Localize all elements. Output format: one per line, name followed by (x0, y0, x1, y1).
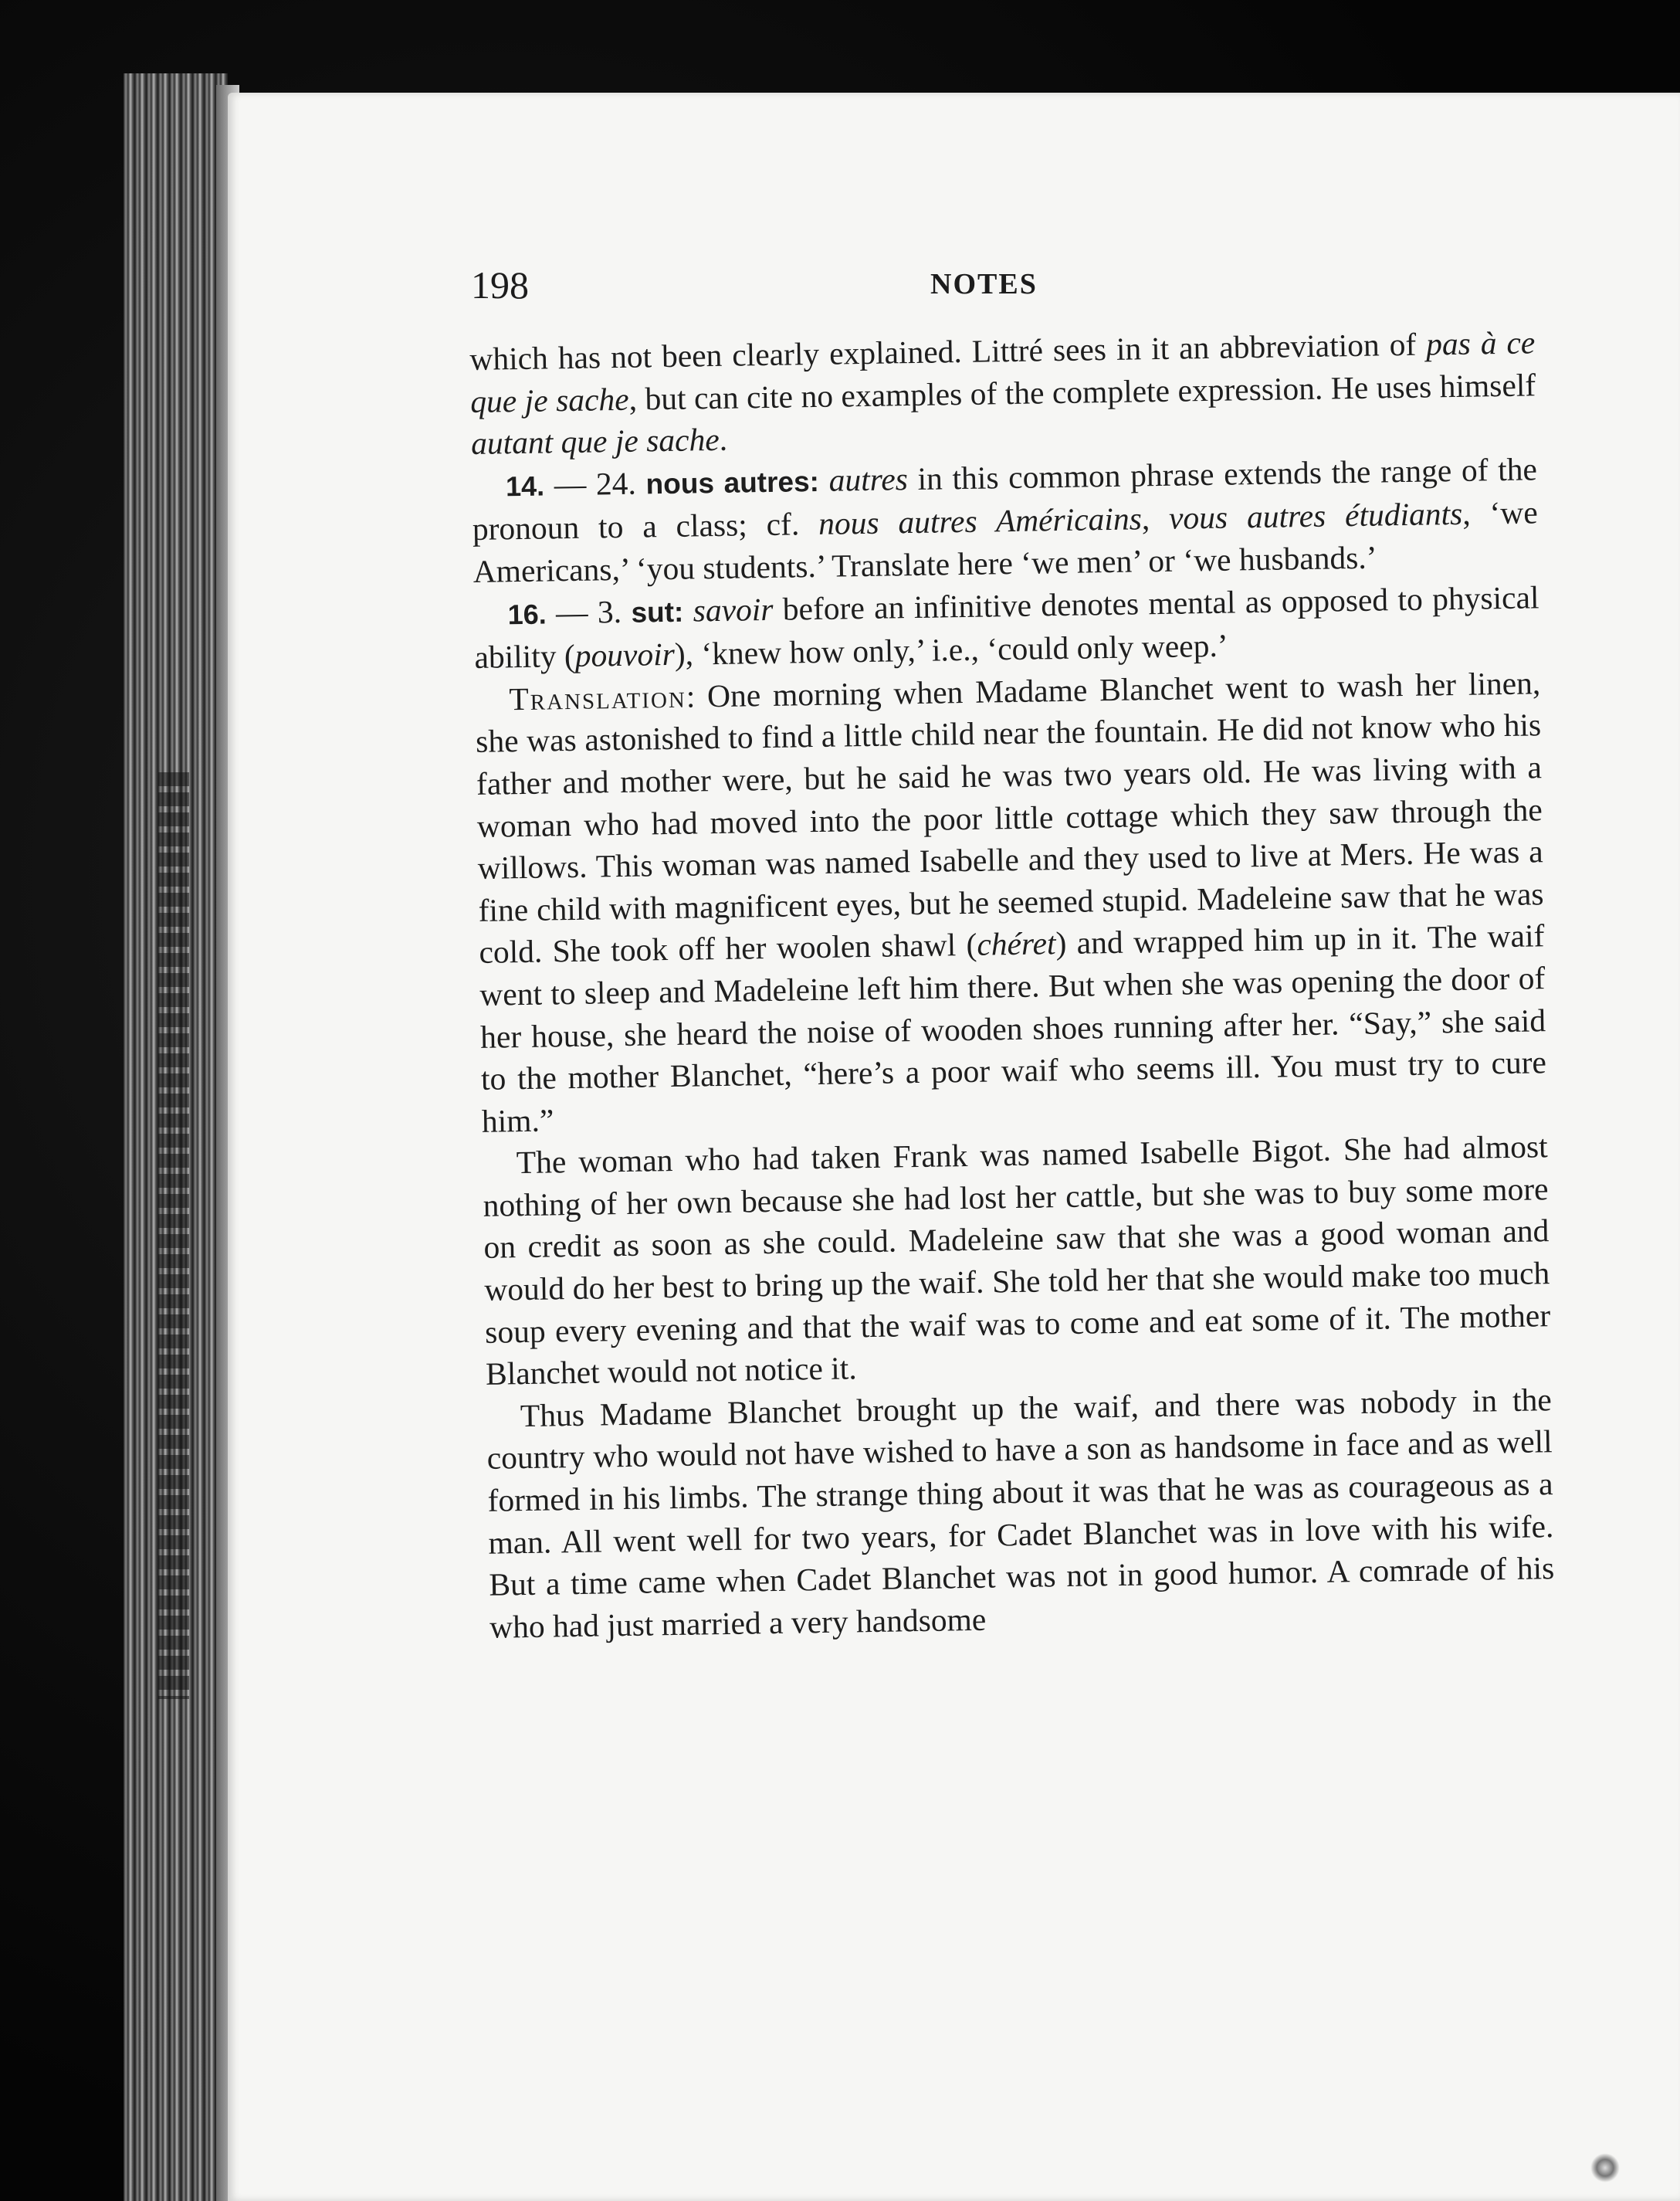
running-head: NOTES (930, 268, 1038, 300)
translation-label: Translation (508, 678, 687, 717)
note-term: nous autres: (645, 465, 820, 500)
line-reference: — 3. (546, 593, 632, 631)
text-run: ), ‘knew how only,’ i.e., ‘could only weep.’ (674, 627, 1228, 673)
italic-phrase: autres (828, 460, 909, 498)
text-run: , (1141, 500, 1170, 537)
page-header (471, 263, 1533, 309)
italic-phrase: pouvoir (574, 636, 676, 674)
note-term: sut: (631, 595, 684, 629)
note-14-24 (472, 448, 1539, 592)
italic-phrase: autant que je sache (470, 422, 720, 462)
paragraph-isabelle-bigot: The woman who had taken Frank was named Isabelle Bigot. She had almost nothing of her own because she had lost her cattle, but she was to buy some more on credit as soon as she could. Madeleine saw that she was a good woman and would do her best to bring up the waif. She told her that she would make too much soup every evening and that the waif was to come and eat some of it. The mother Blanchet would not notice it. (483, 1128, 1551, 1392)
scan-blemish (1590, 2153, 1620, 2182)
italic-phrase: nous autres Américains (818, 500, 1143, 542)
italic-phrase: vous autres étudiants (1168, 496, 1463, 537)
text-run: , but can cite no examples of the complete expression. He uses himself (628, 366, 1536, 417)
paragraph-continuation (469, 321, 1536, 464)
italic-phrase: pas à ce que je sache (469, 324, 1536, 419)
text-run: , ‘we Americans,’ ‘you students.’ Translate here ‘we men’ or ‘we husbands.’ (472, 494, 1539, 589)
page-number: 198 (471, 263, 529, 307)
text-run: before an infinitive denotes mental as opposed to physical ability ( (474, 578, 1539, 676)
spine-lettering (158, 772, 189, 1699)
text-run: ) and wrapped him up in it. The waif went to sleep and Madeleine left him there. But when she was opening the door of her house, she heard the noise of wooden shoes running after her. “Say,” she said to the mother Blanchet, “here’s a poor waif who seems ill. You must try to cure him.” (479, 917, 1547, 1139)
text-run: : One morning when Madame Blanchet went to wash her linen, she was astonished to find a little child near the fountain. He did not know who his father and mother were, but he said he was two years old. He was living with a woman who had moved into the poor little cottage which they saw through the willows. This woman was named Isabelle and they used to live at Mers. He was a fine child with magnificent eyes, but he seemed stupid. Madeleine saw that he was cold. She took off her woolen shawl ( (475, 665, 1544, 971)
note-number: 16. (507, 598, 547, 630)
translation-paragraph (475, 662, 1547, 1142)
note-number: 14. (505, 470, 545, 503)
page-text (469, 321, 1555, 1648)
italic-phrase: savoir (693, 591, 774, 629)
text-run: which has not been clearly explained. Littré sees in it an abbreviation of (469, 326, 1427, 377)
text-run: in this common phrase extends the range of the pronoun to a class; cf. (472, 451, 1538, 548)
note-16-3 (473, 576, 1540, 679)
line-reference: — 24. (544, 465, 646, 503)
italic-phrase: chéret (976, 925, 1056, 963)
text-run: . (719, 421, 728, 458)
paragraph-waif-upbringing: Thus Madame Blanchet brought up the waif, and there was nobody in the country who would not have wished to have a son as handsome in face and as well formed in his limbs. The strange thing about it was that he was as courageous as a man. All went well for two years, for Cadet Blanchet was in love with his wife. But a time came when Cadet Blanchet was not in good humor. A comrade of his who had just married a very handsome (486, 1381, 1555, 1645)
